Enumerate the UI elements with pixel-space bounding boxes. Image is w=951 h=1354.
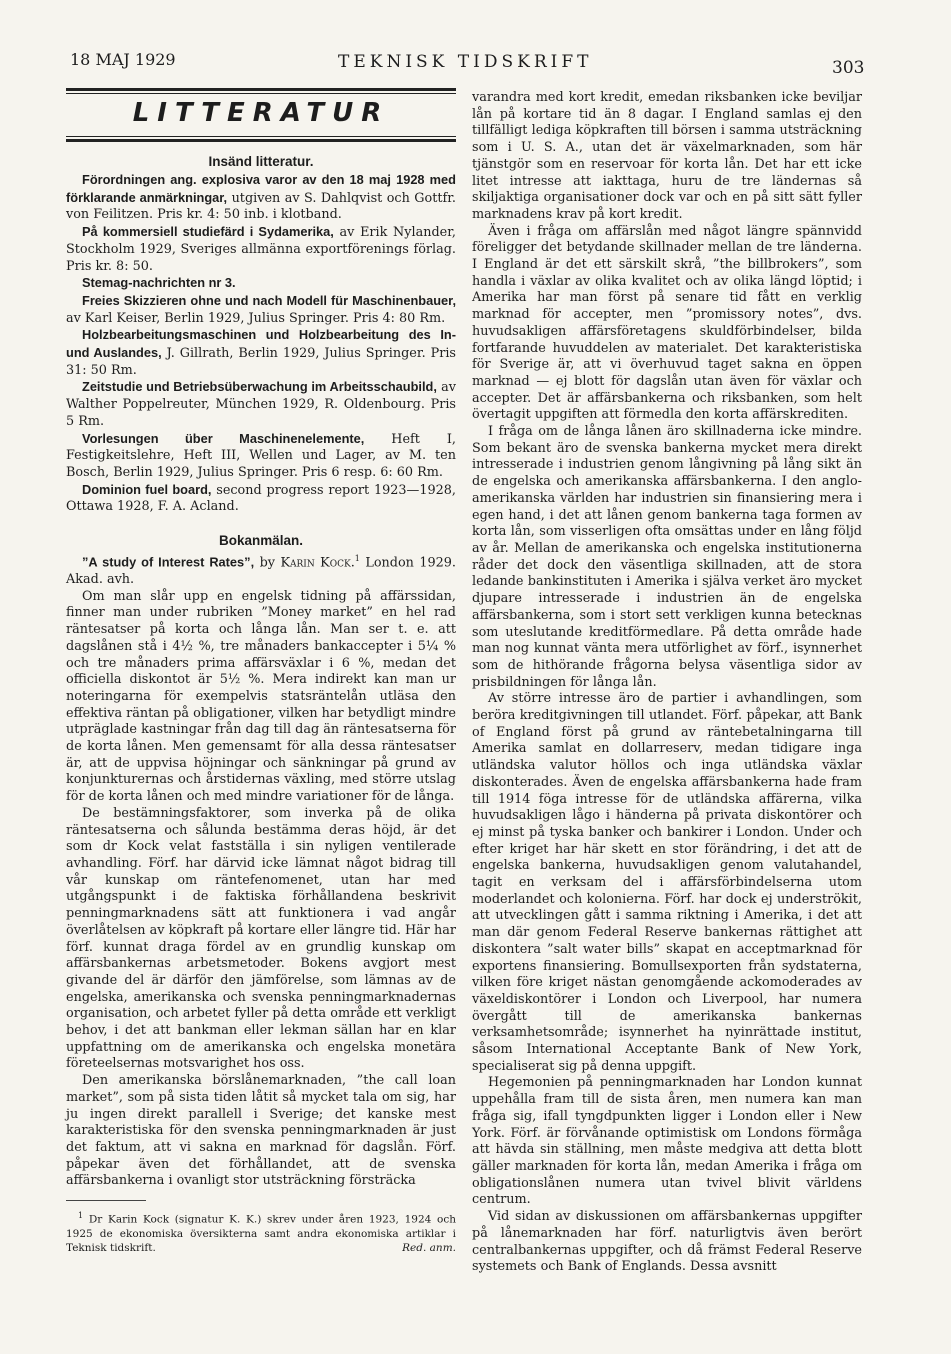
body-paragraph: Av större intresse äro de partier i avhandlingen, som beröra kreditgivningen till utlandet. Förf. påpekar, att Bank of England först på grund av räntebetalningarna till Amerika samlat en dollarreserv, medan tidigare inga utländska valutor höllos och inga utländska växlar diskonterades. Även de engelska affärsbankerna hade fram till 1914 föga intresse för de utländska affärerna, vilka huvudsakligen lågo i händerna på privata diskontörer och ej minst på tyska banker och bankirer i London. Under och efter kriget har här skett en stor förändring, i det att de engelska bankerna, huvudsakligen genom valutahandel, tagit en verksam del i affärsförbindelserna utom moderlandet och kolonierna. Förf. har dock ej underströkit, att utvecklingen gått i samma riktning i Amerika, i det att man där genom Federal Reserve bankernas rättighet att diskontera ”salt water bills” skapat en acceptmarknad för exportens finansiering. Bomullsexporten från sydstaterna, vilken före kriget nästan genomgående ackomoderades av växeldiskontörer i London och Liverpool, har numera övergått till de amerikanska bankernas verksamhetsområde; isynnerhet ha nyinrättade institut, såsom International Acceptante Bank of New York, specialiserat sig på denna uppgift.: [472, 691, 862, 1074]
body-paragraph: Om man slår upp en engelsk tidning på affärssidan, finner man under rubriken ”Money market” en hel rad räntesatser på korta och långa lån. Man ser t. e. att dagslånen stå i 4½ %, tre månaders bankaccepter i 5¼ % och tre månaders prima affärsväxlar i 6 %, medan det officiella diskontot är 5½ %. Mera indirekt kan man ur noteringarna för exempelvis statsräntelån utläsa den effektiva räntan på obligationer, vilken har betydligt mindre utpräglade kastningar från dag till dag än räntesatserna för de korta lånen. Men gemensamt för alla dessa räntesatser är, att de uppvisa höjningar och sänkningar på grund av konjunkturernas och årstidernas växling, med större utslag för de korta lånen och med mindre variationer för de långa.: [66, 588, 456, 805]
left-column: [66, 88, 456, 1255]
literature-entry: På kommersiell studiefärd i Sydamerika, av Erik Nylander, Stockholm 1929, Sveriges allmänna exportförenings förlag. Pris kr. 8: 50.: [66, 224, 456, 274]
literature-entry: Stemag-nachrichten nr 3.: [82, 275, 236, 291]
footnote-signature: Red. anm.: [402, 1241, 456, 1254]
footnote: $^1$ Dr Karin Kock (signatur K. K.) skrev under åren 1923, 1924 och 1925 de ekonomiska översikterna samt andra ekonomiska artiklar i Teknisk tidskrift. Red. anm.: [66, 1211, 457, 1254]
review-heading: Bokanmälan.: [218, 533, 304, 549]
literature-entry: Dominion fuel board, second progress report 1923—1928, Ottawa 1928, F. A. Acland.: [66, 481, 456, 515]
body-paragraph: Även i fråga om affärslån med något längre spännvidd föreligger det betydande skillnader mellan de tre länderna. I England är det ett särskilt skrå, ”the billbrokers”, som handla i växlar av olika kvalitet och av olika längd löptid; i Amerika har man först på senare tid fått en verklig marknad för accepter, men ”promissory notes”, dvs. huvudsakligen affärsföretagens skuldförbindelser, bilda fortfarande huvuddelen av materialet. Det karakteristiska för Sverige är, att vi överhuvud taget sakna en öppen marknad — ej blott för dagslån utan även för växlar och accepter. Det är affärsbankerna och riksbanken, som helt övertagit uppgiften att förmedla den korta affärskrediten.: [472, 223, 862, 423]
body-paragraph: Vid sidan av diskussionen om affärsbankernas uppgifter på lånemarknaden har förf. naturligtvis även berört centralbankernas uppgifter, och då främst Federal Reserve systemets och Bank of Englands. Dessa avsnitt: [472, 1209, 862, 1275]
journal-title: TEKNISK TIDSKRIFT: [338, 52, 593, 72]
body-paragraph: Hegemonien på penningmarknaden har London kunnat uppehålla fram till de sista åren, men numera kan man fråga sig, ifall tyngdpunkten ligger i London eller i New York. Förf. är förvånande optimistisk om Londons förmåga att hävda sin ställning, men måste medgiva att detta blott gäller marknaden för korta lån, medan Amerika i fråga om obligationslånen numera utan tvivel blivit världens centrum.: [472, 1075, 862, 1208]
top-rule: [66, 88, 456, 91]
literature-entry: Förordningen ang. explosiva varor av den 18 maj 1928 med förklarande anmärkningar, utgiven av S. Dahlqvist och Gottfr. von Feilitzen. Pris kr. 4: 50 inb. i klotband.: [66, 172, 457, 223]
right-column: [472, 90, 862, 1276]
bottom-rule: [66, 139, 456, 142]
body-paragraph: varandra med kort kredit, emedan riksbanken icke beviljar lån på kortare tid än 8 dagar. I England samlas ej den tillfälligt lediga köpkraften till börsen i samma utsträckning som i U. S. A., utan det är växelmarknaden, som här tjänstgör som en reservoar för korta lån. Det har ett icke litet intresse att iakttaga, huru de tre ländernas så skiljaktiga organisationer dock var och en på sitt sätt fyller marknadens krav på kort kredit.: [472, 90, 862, 222]
literature-entry: Holzbearbeitungsmaschinen und Holzbearbeitung des In- und Auslandes, J. Gillrath, Berlin 1929, Julius Springer. Pris 31: 50 Rm.: [66, 327, 456, 378]
literature-entry: Vorlesungen über Maschinenelemente, Heft I, Festigkeitslehre, Heft III, Wellen und Lager, av M. ten Bosch, Berlin 1929, Julius Springer. Pris 6 resp. 6: 60 Rm.: [66, 430, 456, 480]
body-paragraph: Den amerikanska börslånemarknaden, ”the call loan market”, som på sista tiden låtit så mycket tala om sig, har ju ingen direkt parallell i Sverige; det kanske mest karakteristiska för den svenska penningmarknaden är just det faktum, att vi sakna en marknad för dagslån. Förf. påpekar även det förhållandet, att de svenska affärsbankerna i ovanligt stor utsträckning försträcka: [66, 1073, 456, 1189]
page-header: [70, 44, 870, 78]
footnote-divider: [66, 1200, 146, 1201]
literature-entry: Freies Skizzieren ohne und nach Modell für Maschinenbauer, av Karl Keiser, Berlin 1929, Julius Springer. Pris 4: 80 Rm.: [66, 292, 456, 326]
issue-date: 18 MAJ 1929: [70, 50, 176, 69]
body-paragraph: I fråga om de långa lånen äro skillnaderna icke mindre. Som bekant äro de svenska bankerna mycket mera direkt intresserade i industrien genom långivning på lång sikt än de engelska och amerikanska affärsbankerna. I den anglo-amerikanska världen har industrien sin finansiering mera i egen hand, i det att lånen genom bankerna taga formen av korta lån, som visserligen ofta omsättas under en lång följd av år. Mellan de amerikanska och engelska institutionerna råder det dock den väsentliga skillnaden, att de stora ledande bankinstituten i Amerika i själva verket äro mycket djupare intresserade i industrien än de engelska affärsbankerna, som i stort sett verkligen kunna betecknas som uteslutande kreditförmedlare. På detta område hade man nog kunnat vänta mera utförlighet av förf., isynnerhet som de hithörande frågorna belysa väsentliga sidor av prisbildningen för långa lån.: [472, 424, 862, 690]
literature-list: [66, 172, 456, 516]
review-author: Karin Kock.: [280, 555, 355, 571]
submitted-heading: Insänd litteratur.: [208, 154, 314, 169]
page-number: 303: [832, 58, 865, 78]
section-title: LITTERATUR: [132, 98, 390, 128]
literature-entry: Zeitstudie und Betriebsüberwachung im Arbeitsschaubild, av Walther Poppelreuter, München 1929, R. Oldenbourg. Pris 5 Rm.: [66, 379, 456, 429]
review-citation: ”A study of Interest Rates”, by Karin Kock.$^1$ London 1929. Akad. avh.: [66, 554, 456, 588]
body-paragraph: De bestämningsfaktorer, som inverka på de olika räntesatserna och sålunda bestämma deras höjd, är det som dr Kock velat fastställa i sin nyligen ventilerade avhandling. Förf. har därvid icke lämnat något bidrag till vår kunskap om räntefenomenet, utan har med utgångspunkt i de faktiska förhållandena beskrivit penningmarknadens sätt att funktionera i vad angår överlåtelsen av köpkraft på kortare eller längre tid. Här har förf. kunnat draga fördel av en grundlig kunskap om affärsbankernas arbetsmetoder. Bokens avgjort mest givande del är därför den jämförelse, som lämnas av de engelska, amerikanska och svenska penningmarknadernas organisation, och arbetet fyller på detta område ett verkligt behov, i det att bankman eller lekman sällan har en klar uppfattning om de amerikanska och engelska monetära företeelsernas motsvarighet hos oss.: [66, 805, 456, 1072]
